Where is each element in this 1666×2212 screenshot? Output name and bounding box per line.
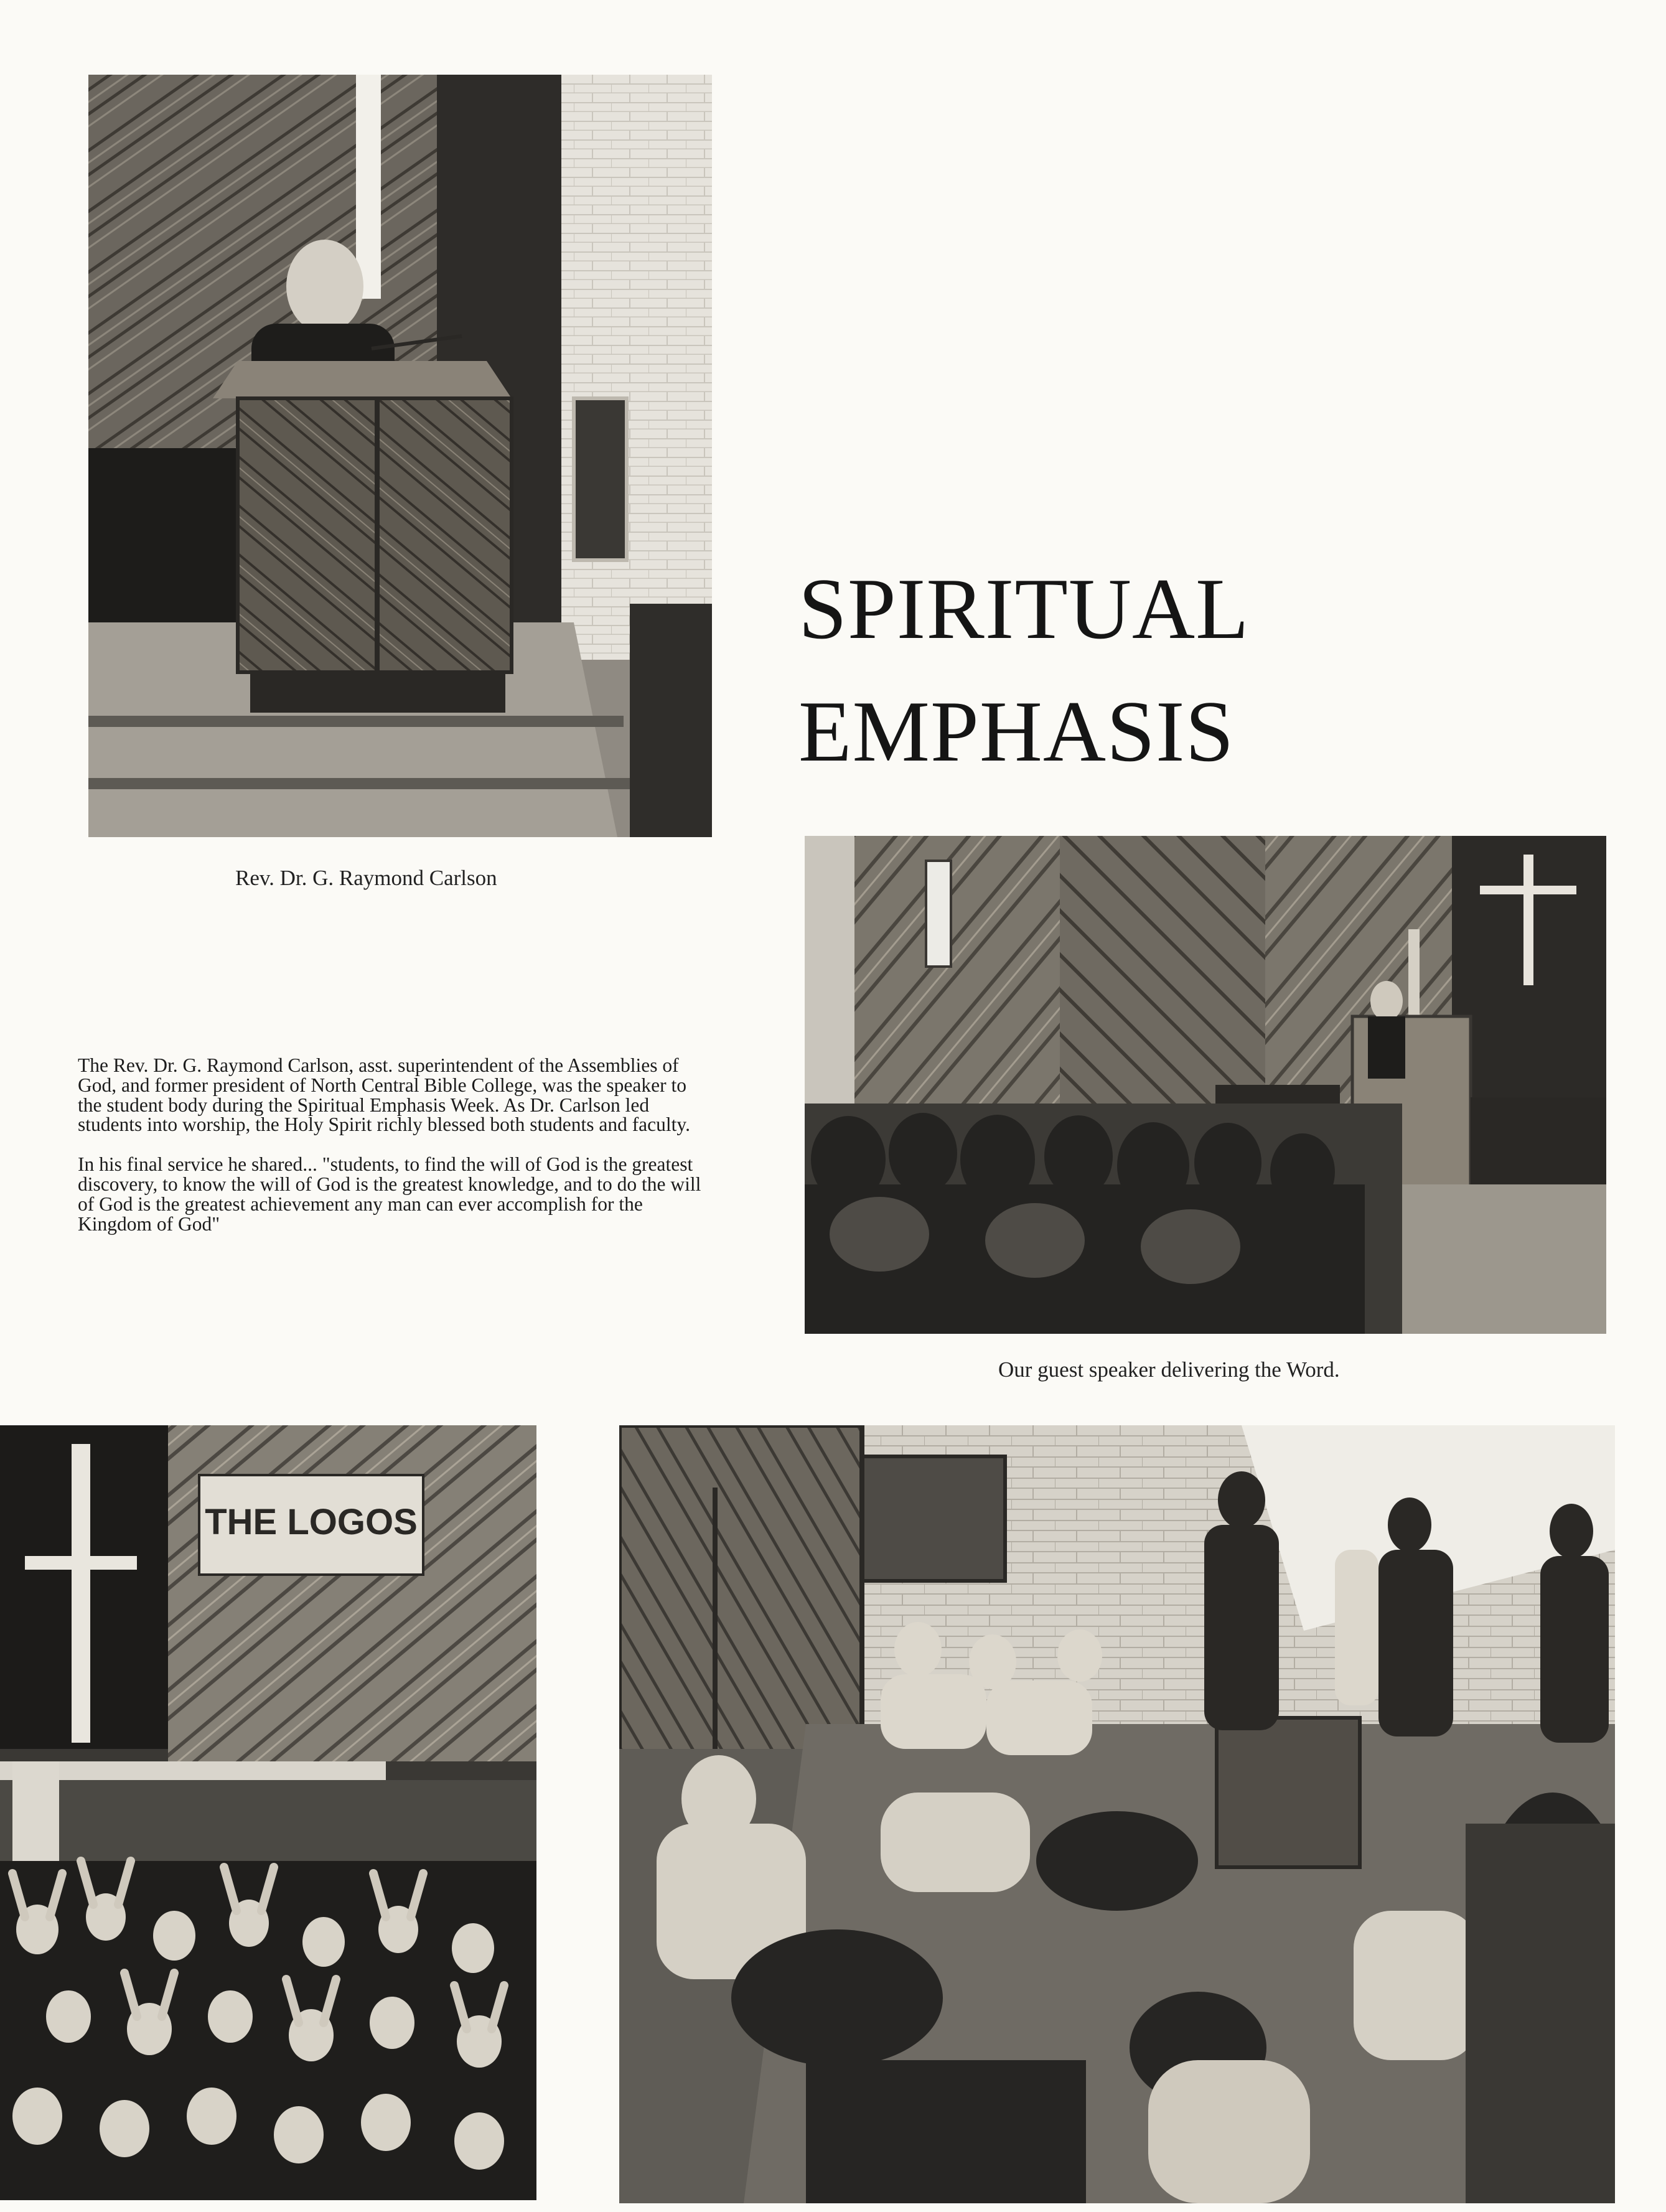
article-body <box>78 1056 703 1254</box>
banner-logos-text: THE LOGOS <box>205 1502 418 1542</box>
photo-students-praying <box>619 1425 1615 2203</box>
page-title-line1: SPIRITUAL <box>798 561 1250 657</box>
photo-speaker-at-pulpit <box>88 75 712 837</box>
article-paragraph-2: In his final service he shared... "students, to find the will of God is the greatest discovery, to know the will of God is the greatest knowledge, and to do the will of God is the greatest achievement any man can ever accomplish for the Kingdom of God" <box>78 1153 701 1235</box>
page-title <box>798 548 1250 793</box>
photo-guest-speaker <box>805 836 1606 1334</box>
caption-speaker-name: Rev. Dr. G. Raymond Carlson <box>235 866 497 890</box>
caption-guest-speaker: Our guest speaker delivering the Word. <box>998 1357 1340 1382</box>
article-paragraph-1: The Rev. Dr. G. Raymond Carlson, asst. superintendent of the Assemblies of God, and former president of North Central Bible College, was the speaker to the student body during the Spiritual Emphasis Week. As Dr. Carlson led students into worship, the Holy Spirit richly blessed both students and faculty. <box>78 1054 690 1136</box>
page-title-line2: EMPHASIS <box>798 683 1235 780</box>
photo-worship-raised-hands <box>0 1425 536 2200</box>
